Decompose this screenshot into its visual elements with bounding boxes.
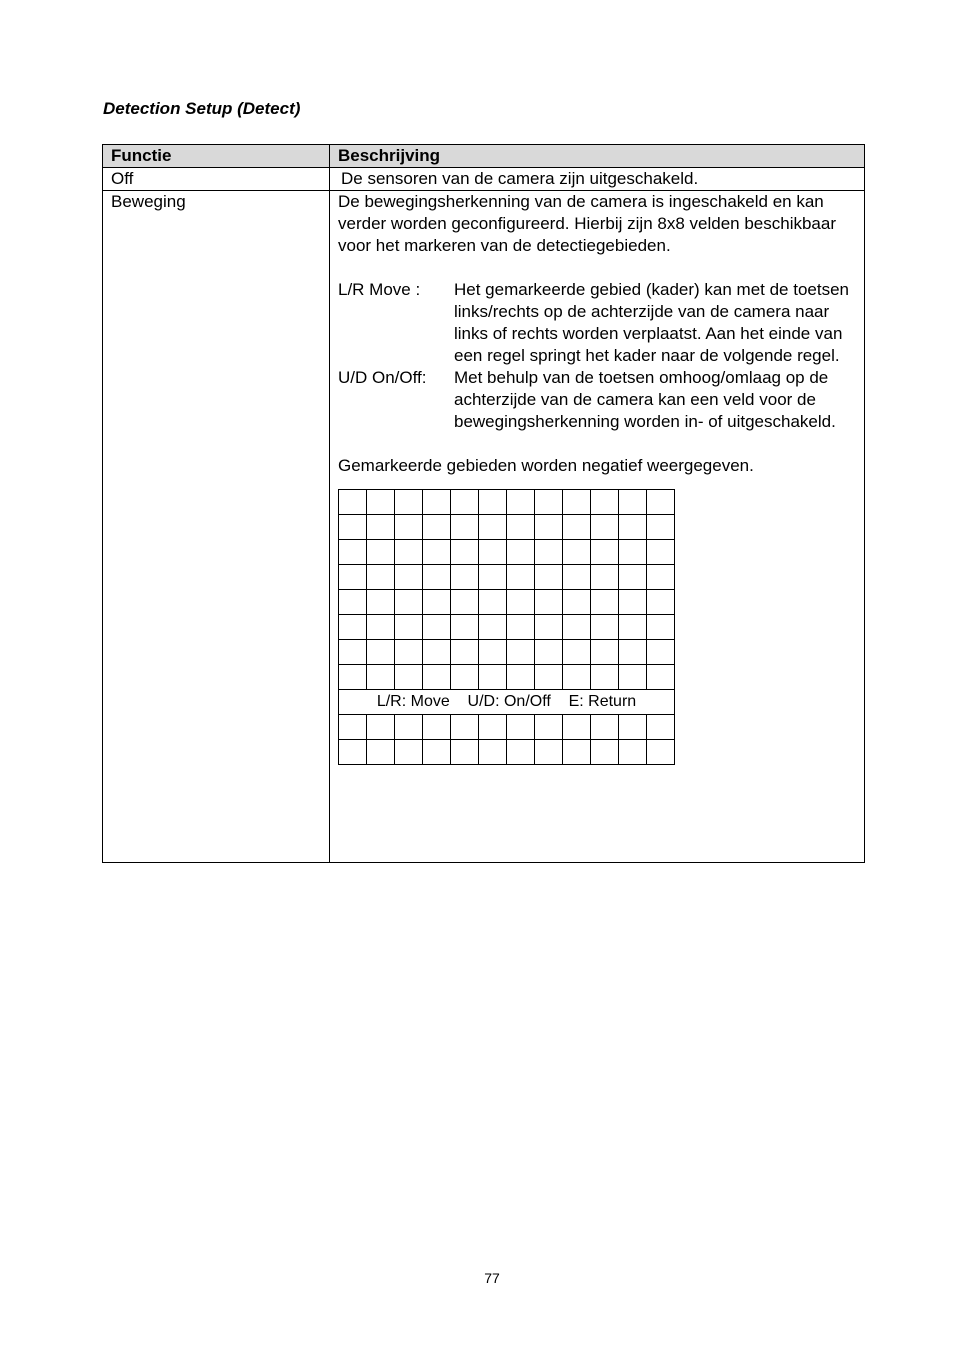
- grid-cell: [535, 565, 563, 590]
- grid-cell: [339, 665, 367, 690]
- function-beweging-description: [330, 191, 865, 863]
- grid-cell: [535, 590, 563, 615]
- grid-cell: [423, 565, 451, 590]
- grid-cell: [479, 715, 507, 740]
- grid-cell: [507, 740, 535, 765]
- grid-cell: [507, 540, 535, 565]
- function-beweging-label: Beweging: [103, 191, 330, 863]
- grid-cell: [479, 615, 507, 640]
- grid-cell: [423, 515, 451, 540]
- grid-cell: [395, 490, 423, 515]
- grid-cell: [507, 715, 535, 740]
- grid-cell: [395, 540, 423, 565]
- grid-cell: [591, 640, 619, 665]
- grid-cell: [339, 615, 367, 640]
- grid-cell: [563, 665, 591, 690]
- grid-cell: [591, 540, 619, 565]
- grid-cell: [423, 665, 451, 690]
- grid-row: [339, 540, 675, 565]
- grid-row: [339, 665, 675, 690]
- grid-cell: [479, 590, 507, 615]
- grid-cell: [367, 540, 395, 565]
- grid-cell: [591, 565, 619, 590]
- detection-grid-illustration: [338, 489, 666, 765]
- grid-cell: [535, 665, 563, 690]
- grid-cell: [367, 490, 395, 515]
- grid-cell: [591, 515, 619, 540]
- grid-cell: [591, 740, 619, 765]
- grid-cell: [563, 565, 591, 590]
- grid-cell: [619, 640, 647, 665]
- grid-cell: [507, 490, 535, 515]
- grid-cell: [591, 490, 619, 515]
- grid-cell: [647, 590, 675, 615]
- grid-row: [339, 565, 675, 590]
- grid-cell: [619, 665, 647, 690]
- grid-cell: [451, 715, 479, 740]
- table-header-row: [103, 145, 865, 168]
- grid-cell: [451, 665, 479, 690]
- grid-row: [339, 490, 675, 515]
- grid-cell: [423, 490, 451, 515]
- grid-cell: [507, 665, 535, 690]
- grid-cell: [535, 615, 563, 640]
- grid-cell: [647, 490, 675, 515]
- function-off-description: [330, 168, 865, 191]
- grid-row: [339, 615, 675, 640]
- grid-cell: [451, 640, 479, 665]
- grid-cell: [479, 540, 507, 565]
- ud-onoff-value: Met behulp van de toetsen omhoog/omlaag op de achterzijde van de camera kan een veld voor de bewegingsherkenning worden in- of uitgeschakeld.: [454, 368, 836, 431]
- grid-cell: [479, 565, 507, 590]
- grid-cell: [451, 615, 479, 640]
- grid-cell: [647, 640, 675, 665]
- grid-cell: [423, 540, 451, 565]
- lr-move-key: L/R Move :: [338, 280, 421, 299]
- grid-cell: [591, 665, 619, 690]
- grid-row: [339, 515, 675, 540]
- grid-cell: [507, 615, 535, 640]
- grid-cell: [535, 715, 563, 740]
- grid-cell: [591, 615, 619, 640]
- grid-cell: [339, 490, 367, 515]
- grid-cell: [395, 665, 423, 690]
- grid-cell: [563, 715, 591, 740]
- grid-cell: [647, 740, 675, 765]
- grid-cell: [423, 740, 451, 765]
- grid-cell: [367, 615, 395, 640]
- beweging-intro: De bewegingsherkenning van de camera is ingeschakeld en kan verder worden geconfigureerd. Hierbij zijn 8x8 velden beschikbaar voor het markeren van de detectiegebieden.: [338, 192, 836, 255]
- grid-cell: [479, 640, 507, 665]
- grid-cell: [507, 640, 535, 665]
- grid-cell: [423, 715, 451, 740]
- function-table: [102, 144, 865, 863]
- grid-cell: [479, 490, 507, 515]
- grid-cell: [563, 540, 591, 565]
- grid-cell: [563, 490, 591, 515]
- lr-move-item: [338, 279, 856, 367]
- grid-cell: [647, 715, 675, 740]
- grid-cell: [619, 565, 647, 590]
- grid-cell: [535, 515, 563, 540]
- grid-cell: [647, 565, 675, 590]
- grid-cell: [507, 565, 535, 590]
- grid-cell: [647, 665, 675, 690]
- grid-cell: [451, 515, 479, 540]
- grid-cell: [367, 665, 395, 690]
- grid-legend-row: [339, 690, 675, 715]
- grid-cell: [619, 615, 647, 640]
- grid-cell: [367, 715, 395, 740]
- grid-cell: [535, 540, 563, 565]
- grid-cell: [507, 515, 535, 540]
- grid-cell: [619, 715, 647, 740]
- grid-cell: [423, 640, 451, 665]
- page-number: 77: [484, 1270, 500, 1286]
- grid-cell: [367, 565, 395, 590]
- grid-row: [339, 740, 675, 765]
- lr-move-value: Het gemarkeerde gebied (kader) kan met de toetsen links/rechts op de achterzijde van de camera naar links of rechts worden verplaatst. Aan het einde van een regel springt het kader naar de volgende regel.: [454, 280, 850, 365]
- grid-cell: [339, 740, 367, 765]
- ud-onoff-item: [338, 367, 856, 433]
- grid-cell: [591, 590, 619, 615]
- grid-cell: [563, 640, 591, 665]
- grid-cell: [367, 640, 395, 665]
- grid-cell: [535, 740, 563, 765]
- grid-cell: [619, 740, 647, 765]
- grid-cell: [395, 565, 423, 590]
- grid-cell: [395, 740, 423, 765]
- grid-cell: [339, 590, 367, 615]
- grid-cell: [339, 715, 367, 740]
- table-row-off: [103, 168, 865, 191]
- grid-cell: [395, 615, 423, 640]
- grid-cell: [451, 490, 479, 515]
- grid-cell: [563, 590, 591, 615]
- column-header-beschrijving: Beschrijving: [330, 145, 865, 168]
- grid-cell: [479, 665, 507, 690]
- grid-cell: [451, 590, 479, 615]
- grid-cell: [563, 740, 591, 765]
- grid-cell: [619, 590, 647, 615]
- grid-cell: [395, 590, 423, 615]
- grid-cell: [647, 615, 675, 640]
- grid-cell: [339, 515, 367, 540]
- grid-cell: [339, 640, 367, 665]
- grid-cell: [451, 740, 479, 765]
- detection-grid: [338, 489, 675, 765]
- column-header-functie: Functie: [103, 145, 330, 168]
- grid-cell: [367, 740, 395, 765]
- grid-cell: [367, 515, 395, 540]
- grid-row: [339, 715, 675, 740]
- grid-row: [339, 590, 675, 615]
- grid-cell: [423, 590, 451, 615]
- grid-cell: [647, 515, 675, 540]
- grid-cell: [367, 590, 395, 615]
- grid-cell: [479, 515, 507, 540]
- grid-cell: [395, 715, 423, 740]
- grid-cell: [619, 515, 647, 540]
- grid-row: [339, 640, 675, 665]
- function-off-label: Off: [103, 168, 330, 191]
- grid-legend: L/R: Move U/D: On/Off E: Return: [339, 690, 675, 715]
- grid-cell: [479, 740, 507, 765]
- grid-cell: [451, 565, 479, 590]
- grid-cell: [507, 590, 535, 615]
- grid-cell: [563, 515, 591, 540]
- grid-cell: [423, 615, 451, 640]
- grid-cell: [647, 540, 675, 565]
- grid-cell: [339, 540, 367, 565]
- section-heading: Detection Setup (Detect): [103, 99, 301, 118]
- beweging-note: Gemarkeerde gebieden worden negatief weergegeven.: [338, 456, 754, 475]
- ud-onoff-key: U/D On/Off:: [338, 368, 427, 387]
- grid-cell: [591, 715, 619, 740]
- grid-cell: [535, 490, 563, 515]
- grid-cell: [395, 515, 423, 540]
- table-row-beweging: [103, 191, 865, 863]
- grid-cell: [451, 540, 479, 565]
- grid-cell: [619, 490, 647, 515]
- off-description-text: De sensoren van de camera zijn uitgeschakeld.: [341, 169, 699, 188]
- grid-cell: [339, 565, 367, 590]
- grid-cell: [535, 640, 563, 665]
- grid-cell: [619, 540, 647, 565]
- grid-cell: [395, 640, 423, 665]
- grid-cell: [563, 615, 591, 640]
